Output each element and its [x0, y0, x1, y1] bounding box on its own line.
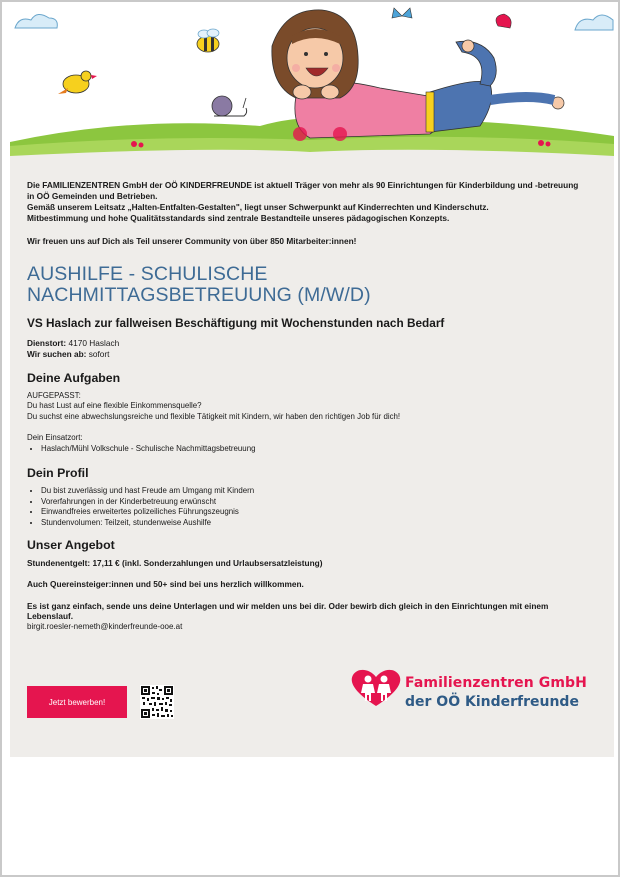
content-inner: [27, 180, 587, 632]
butterfly-illustration: [392, 8, 511, 28]
hero-illustration: [10, 6, 614, 166]
company-logo: [349, 668, 589, 708]
profile-list: [27, 486, 587, 528]
location-label: Dienstort:: [27, 338, 67, 348]
girl-illustration: [272, 10, 564, 141]
bird-illustration: [58, 71, 97, 94]
intro-line-1: Die FAMILIENZENTREN GmbH der OÖ KINDERFREUNDE ist aktuell Träger von mehr als 90 Einrichtungen für Kinderbildung und -betreuung in OÖ Gemeinden und Betrieben.: [27, 180, 579, 201]
job-subtitle: VS Haslach zur fallweisen Beschäftigung mit Wochenstunden nach Bedarf: [27, 316, 445, 330]
list-item: • Vorerfahrungen in der Kinderbetreuung erwünscht: [41, 497, 587, 508]
job-title-line-1: AUSHILFE - SCHULISCHE: [27, 263, 268, 285]
contact-email[interactable]: birgit.roesler-nemeth@kinderfreunde-ooe.at: [27, 621, 183, 631]
job-title-line-2: NACHMITTAGSBETREUUNG (M/W/D): [27, 284, 371, 306]
list-item: • Stundenvolumen: Teilzeit, stundenweise Aushilfe: [41, 518, 587, 529]
intro-line-2: Gemäß unserem Leitsatz „Halten-Entfalten-Gestalten", liegt unser Schwerpunkt auf Kinderrechten und Kinderschutz.: [27, 202, 489, 212]
job-title: [27, 264, 587, 306]
contact-text: Es ist ganz einfach, sende uns deine Unterlagen und wir melden uns bei dir. Oder bewirb dich gleich in den Einrichtungen mit einem Lebenslauf.: [27, 600, 549, 622]
tasks-line-2: Du hast Lust auf eine flexible Einkommensquelle?: [27, 401, 202, 411]
offer-heading: Unser Angebot: [27, 537, 115, 552]
hero-illustration-svg: [10, 6, 614, 166]
tasks-heading: Deine Aufgaben: [27, 371, 121, 385]
tasks-line-3: Du suchst eine abwechslungsreiche und flexible Tätigkeit mit Kindern, wir haben den richtigen Job für dich!: [27, 411, 401, 421]
start-value: sofort: [88, 348, 110, 359]
cloud-right: [575, 15, 613, 30]
heart-children-icon: [349, 668, 403, 708]
list-item: • Einwandfreies erweitertes polizeiliches Führungszeugnis: [41, 507, 587, 518]
bee-illustration: [197, 29, 219, 52]
cloud-left: [15, 14, 57, 28]
welcome-text: Auch Quereinsteiger:innen und 50+ sind bei uns herzlich willkommen.: [27, 579, 304, 590]
qr-code-icon: [140, 685, 174, 719]
job-meta: [27, 338, 587, 359]
salary-text: Stundenentgelt: 17,11 € (inkl. Sonderzahlungen und Urlaubsersatzleistung): [27, 557, 323, 568]
logo-line-2: der OÖ Kinderfreunde: [405, 694, 579, 710]
qr-code[interactable]: [140, 685, 174, 719]
tasks-line-1: AUFGEPASST:: [27, 391, 81, 400]
content-panel: [10, 164, 614, 757]
start-label: Wir suchen ab:: [27, 348, 87, 359]
list-item: • Haslach/Mühl Volkschule - Schulische Nachmittagsbetreuung: [41, 444, 587, 455]
assignment-list: [27, 444, 587, 455]
snail-illustration: [212, 96, 247, 116]
intro-text: [27, 180, 587, 224]
apply-button[interactable]: Jetzt bewerben!: [27, 686, 127, 718]
assignment-label: Dein Einsatzort:: [27, 433, 83, 443]
logo-line-1: Familienzentren GmbH: [405, 675, 587, 691]
profile-heading: Dein Profil: [27, 466, 89, 481]
intro-line-3: Mitbestimmung und hohe Qualitätsstandards sind zentrale Bestandteile unseres pädagogischen Konzepts.: [27, 213, 450, 223]
location-value: 4170 Haslach: [68, 338, 120, 348]
list-item: • Du bist zuverlässig und hast Freude am Umgang mit Kindern: [41, 486, 587, 497]
community-text: Wir freuen uns auf Dich als Teil unserer Community von über 850 Mitarbeiter:innen!: [27, 236, 357, 246]
